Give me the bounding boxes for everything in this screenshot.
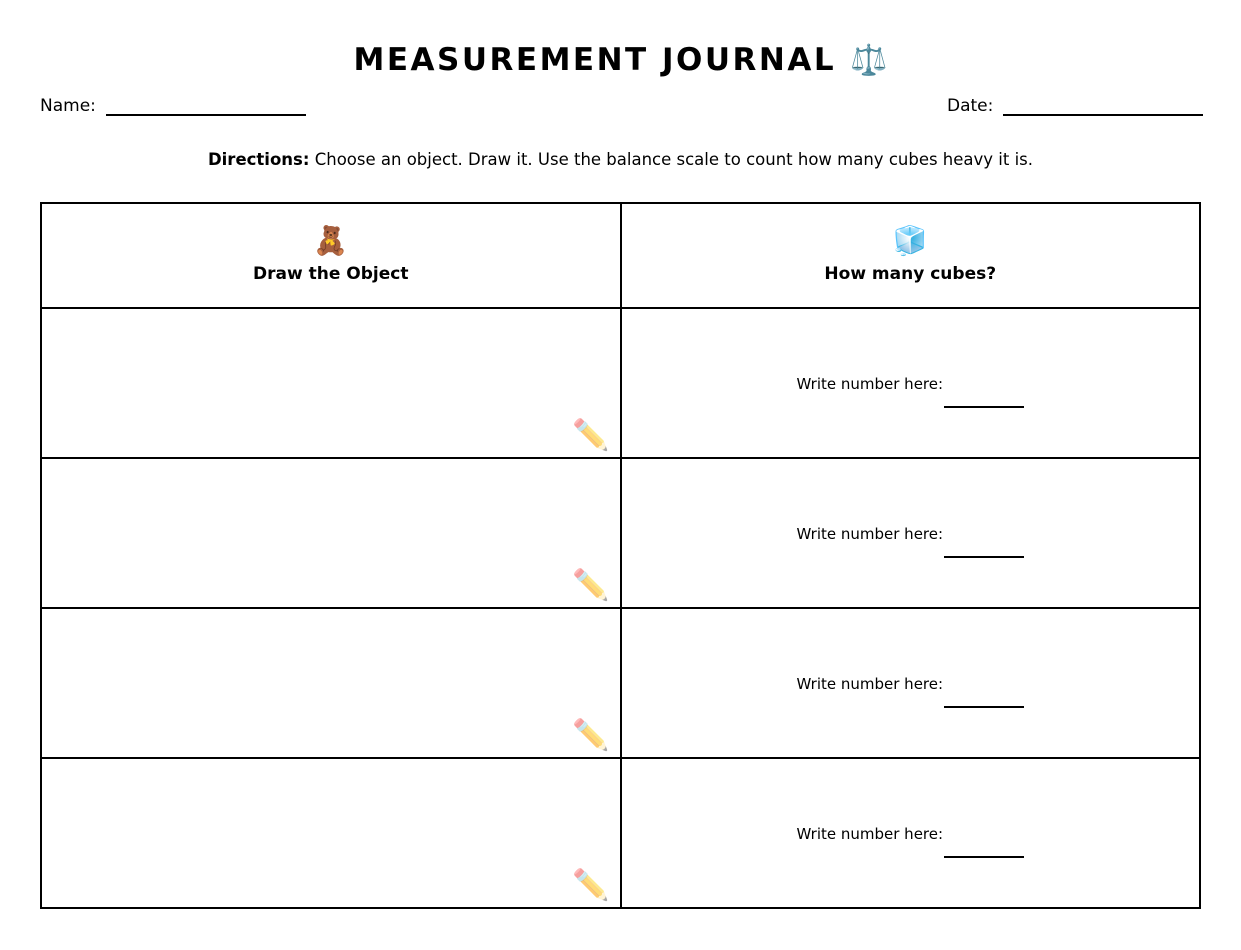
page-title [0,42,1241,78]
column-label: How many cubes? [824,264,997,284]
date-field[interactable] [947,96,1203,116]
header-row [41,203,1200,308]
count-cell [621,458,1201,608]
name-field[interactable] [40,96,306,116]
draw-cell[interactable] [41,608,621,758]
date-line[interactable] [1003,100,1203,116]
name-line[interactable] [106,100,306,116]
pencil-icon: ✏️ [572,418,610,453]
number-line[interactable] [944,706,1024,708]
balance-scale-icon: ⚖️ [850,43,888,78]
column-label: Draw the Object [253,264,409,284]
table-row [41,458,1200,608]
directions [0,150,1241,169]
title-text: MEASUREMENT JOURNAL [353,42,837,78]
table-row [41,308,1200,458]
column-header-cubes [621,203,1201,308]
draw-cell[interactable] [41,308,621,458]
table-row [41,758,1200,908]
number-line[interactable] [944,556,1024,558]
draw-cell[interactable] [41,758,621,908]
journal-table [40,202,1201,909]
cube-icon: 🧊 [892,224,928,257]
teddy-bear-icon: 🧸 [313,224,349,257]
directions-label: Directions: [207,150,310,169]
count-cell [621,608,1201,758]
count-cell [621,308,1201,458]
write-number-label: Write number here: [796,825,944,843]
write-number-label: Write number here: [796,525,944,543]
table-row [41,608,1200,758]
directions-text: Choose an object. Draw it. Use the balance scale to count how many cubes heavy it is. [309,150,1034,169]
number-line[interactable] [944,406,1024,408]
write-number-label: Write number here: [796,675,944,693]
number-line[interactable] [944,856,1024,858]
draw-cell[interactable] [41,458,621,608]
name-label: Name: [40,96,96,116]
pencil-icon: ✏️ [572,718,610,753]
count-cell [621,758,1201,908]
pencil-icon: ✏️ [572,868,610,903]
pencil-icon: ✏️ [572,568,610,603]
column-header-draw [41,203,621,308]
write-number-label: Write number here: [796,375,944,393]
date-label: Date: [947,96,994,116]
